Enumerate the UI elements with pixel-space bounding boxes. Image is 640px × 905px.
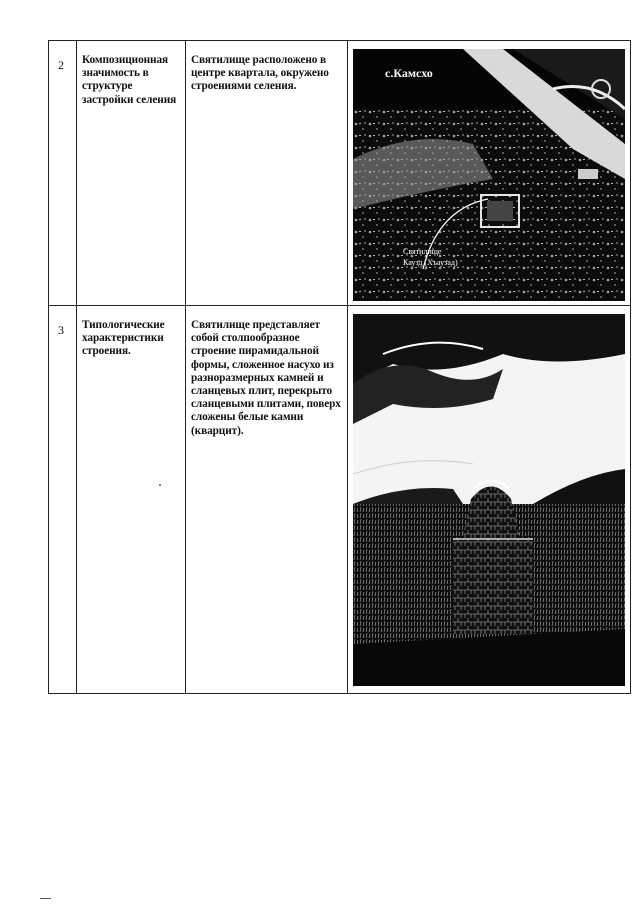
- photo-cell: [348, 41, 631, 306]
- row-number-cell: [49, 41, 77, 306]
- document-table: [48, 40, 631, 694]
- characteristic-text: Типологические характеристики строения.: [82, 319, 165, 358]
- characteristic-cell: [77, 41, 186, 306]
- shrine-label-line2: Каузд (Хъаузад): [403, 258, 458, 267]
- description-cell: [186, 41, 348, 306]
- table-row: [49, 306, 631, 694]
- description-text: Святилище расположено в центре квартала, окружено строениями селения.: [191, 54, 329, 93]
- photo-cell: [348, 306, 631, 694]
- stray-dot: [159, 484, 161, 486]
- row-number-cell: [49, 306, 77, 694]
- aerial-photo-image: [353, 49, 625, 301]
- characteristic-cell: [77, 306, 186, 694]
- shrine-label-line1: Святилище: [403, 247, 442, 256]
- row-number: 2: [58, 58, 64, 72]
- table-row: [49, 41, 631, 306]
- footer-dash: [40, 898, 51, 899]
- characteristic-text: Композиционная значимость в структуре застройки селения: [82, 54, 177, 106]
- row-number: 3: [58, 323, 64, 337]
- description-cell: [186, 306, 348, 694]
- shrine-photo-image: [353, 314, 625, 686]
- village-label: с.Камсхо: [385, 66, 433, 80]
- description-text: Святилище представляет собой столпообразное строение пирамидальной формы, сложенное насухо из разноразмерных камней и сланцевых плит, перекрыто сланцевыми плитами, поверх сложены белые камни (кварцит).: [191, 319, 341, 437]
